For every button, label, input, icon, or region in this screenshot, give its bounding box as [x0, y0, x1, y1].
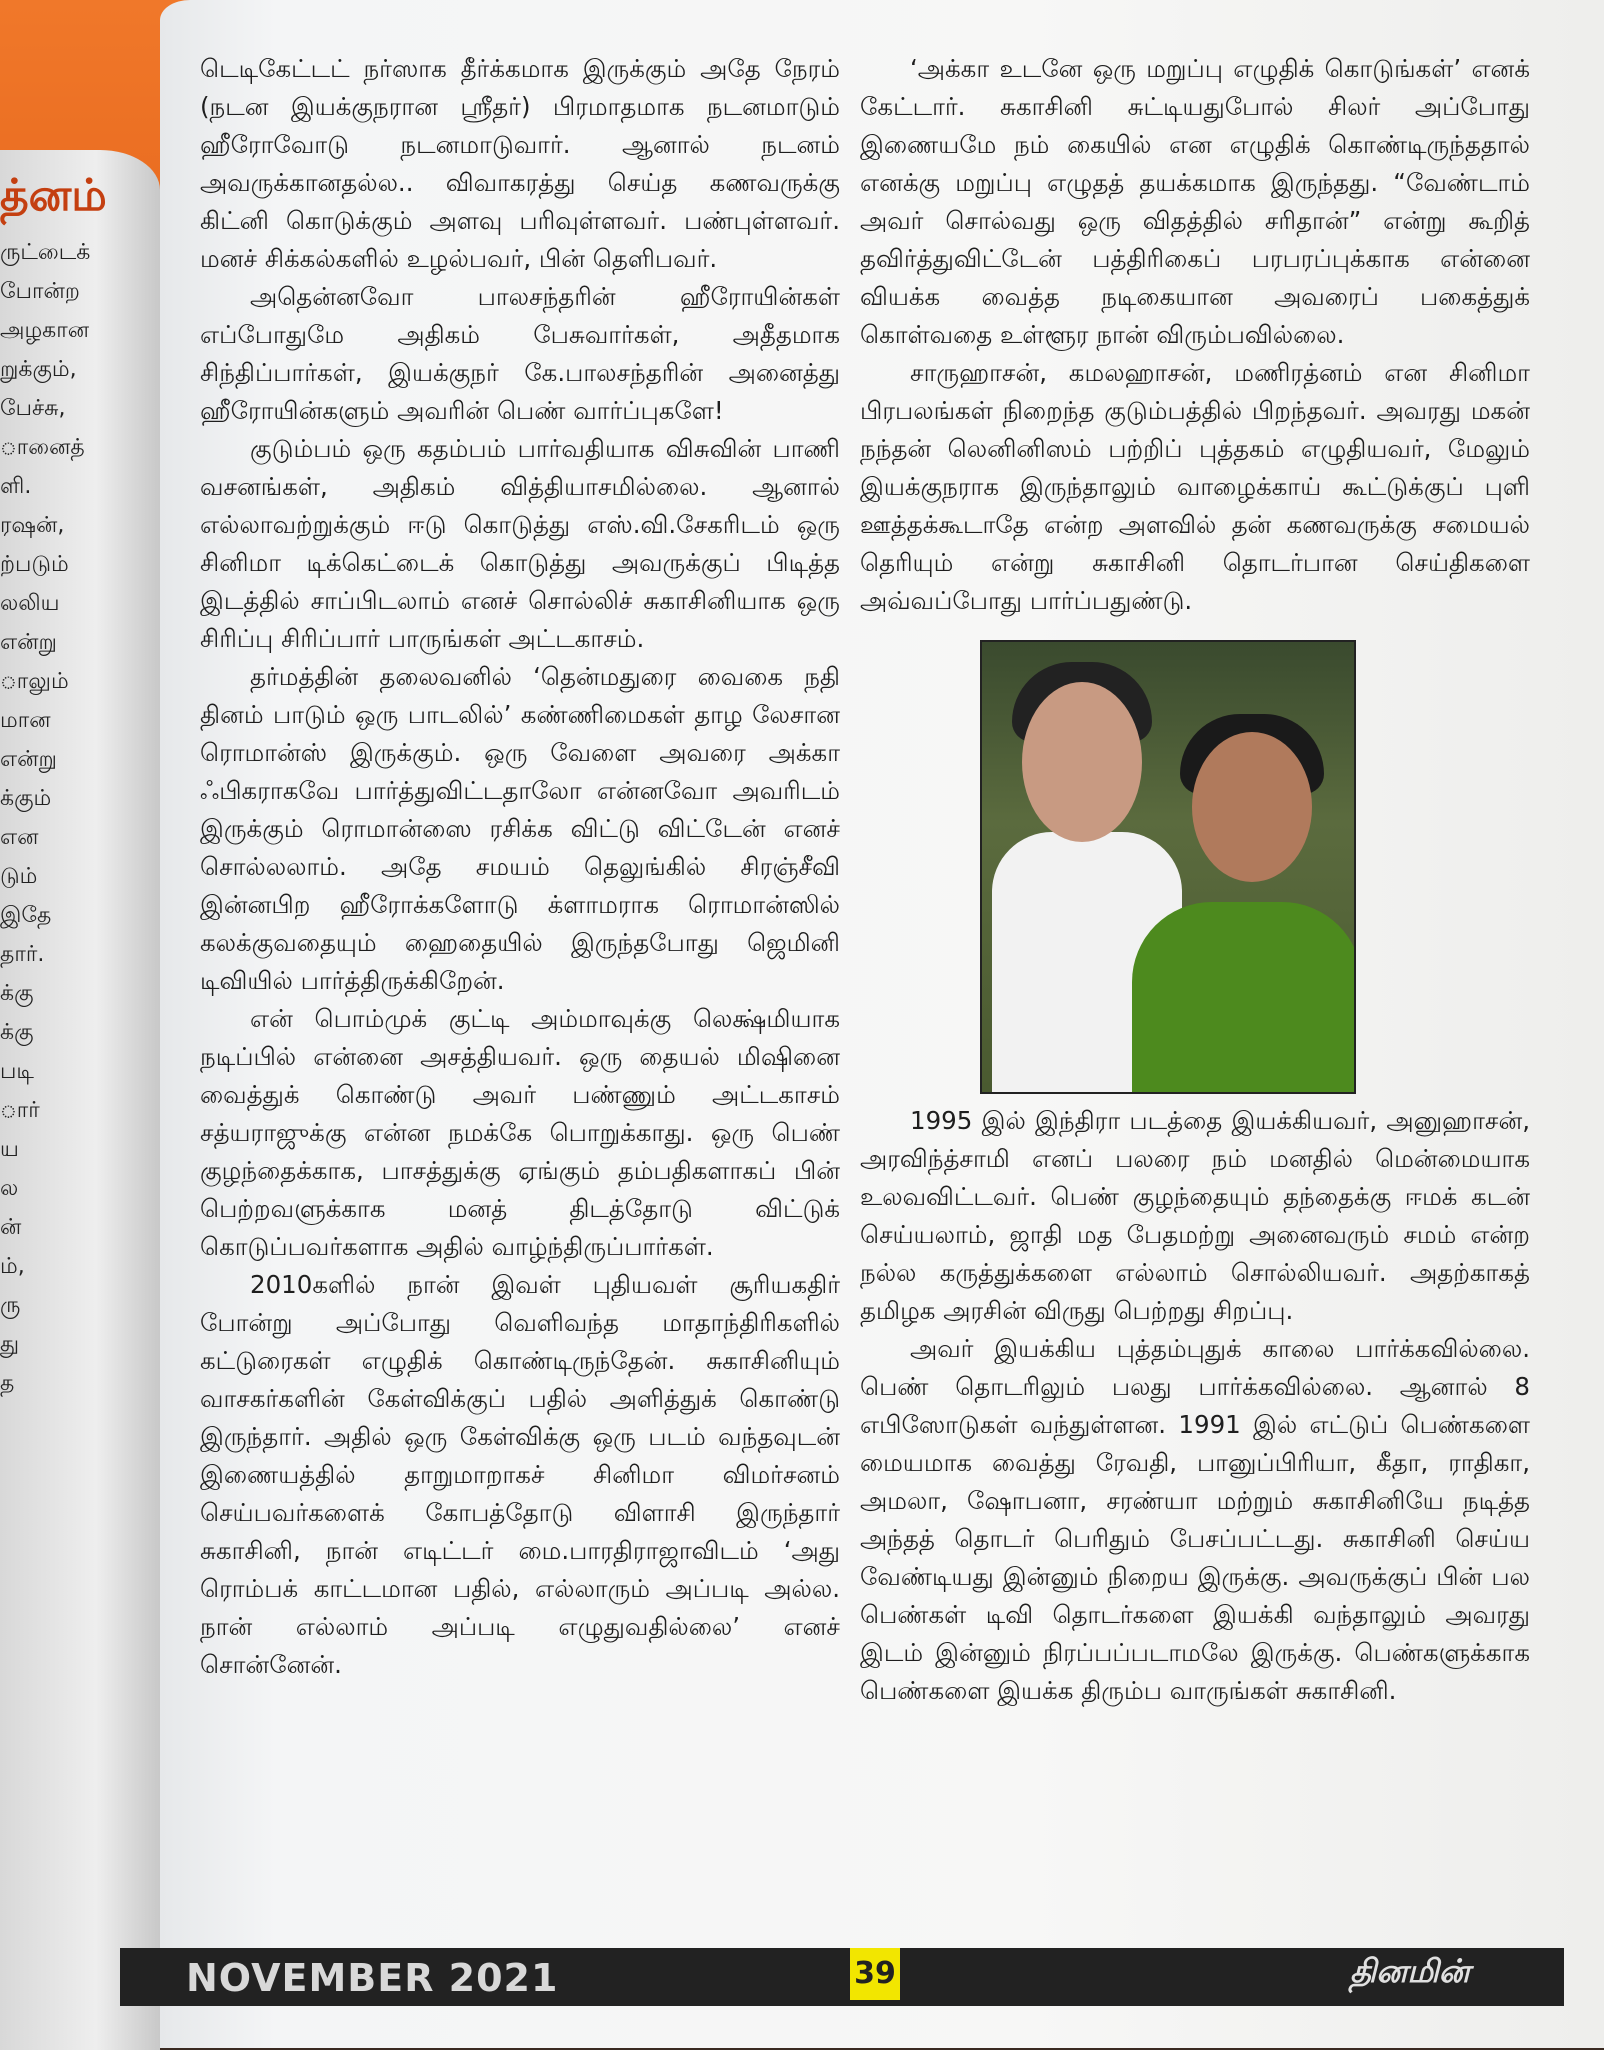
left-page-fragment: டும் [0, 864, 38, 889]
left-page-fragment: என்று [0, 630, 57, 655]
left-page-fragment: தார். [0, 942, 45, 967]
issue-date: NOVEMBER 2021 [186, 1956, 559, 2000]
left-page-fragment: ய [0, 1137, 19, 1162]
left-page-fragment: ரஷன், [0, 513, 65, 538]
left-page-fragment: க்கு [0, 1020, 34, 1045]
paragraph: 1995 இல் இந்திரா படத்தை இயக்கியவர், அனுஹாசன், அரவிந்த்சாமி எனப் பலரை நம் மனதில் மென்மையாக உலவவிட்டவர். பெண் குழந்தையும் தந்தைக்கு ஈமக் கடன் செய்யலாம், ஜாதி மத பேதமற்று அனைவரும் சமம் என்ற நல்ல கருத்துக்களை எல்லாம் சொல்லியவர். அதற்காகத் தமிழக அரசின் விருது பெற்றது சிறப்பு. [860, 1106, 1530, 1325]
article-photo [980, 640, 1356, 1094]
left-page-fragment: ம், [0, 1254, 25, 1279]
left-page-fragment: ரு [0, 1293, 21, 1318]
left-page-fragment: ளி. [0, 474, 32, 499]
magazine-page [160, 0, 1604, 2048]
left-page-fragment: க்கு [0, 981, 34, 1006]
left-page-heading: த்னம் [0, 170, 107, 221]
paragraph: ‘அக்கா உடனே ஒரு மறுப்பு எழுதிக் கொடுங்கள்’ எனக் கேட்டார். சுகாசினி சுட்டியதுபோல் சிலர் அப்போது இணையமே நம் கையில் என எழுதிக் கொண்டிருந்ததால் எனக்கு மறுப்பு எழுதத் தயக்கமாக இருந்தது. “வேண்டாம் அவர் சொல்வது ஒரு விதத்தில் சரிதான்” என்று கூறித் தவிர்த்துவிட்டேன் பத்திரிகைப் பரபரப்புக்காக என்னை வியக்க வைத்த நடிகையான அவரைப் பகைத்துக் கொள்வதை உள்ளூர நான் விரும்பவில்லை. [860, 54, 1530, 349]
paragraph: குடும்பம் ஒரு கதம்பம் பார்வதியாக விசுவின் பாணி வசனங்கள், அதிகம் வித்தியாசமில்லை. ஆனால் எல்லாவற்றுக்கும் ஈடு கொடுத்து எஸ்.வி.சேகரிடம் ஒரு சினிமா டிக்கெட்டைக் கொடுத்து அவருக்குப் பிடித்த இடத்தில் சாப்பிடலாம் எனச் சொல்லிச் சுகாசினியாக ஒரு சிரிப்பு சிரிப்பார் பாருங்கள் அட்டகாசம். [200, 434, 840, 653]
left-page-fragment: ருட்டைக் [0, 240, 91, 265]
left-page-fragment: த [0, 1371, 15, 1396]
paragraph: சாருஹாசன், கமலஹாசன், மணிரத்னம் என சினிமா பிரபலங்கள் நிறைந்த குடும்பத்தில் பிறந்தவர். அவரது மகன் நந்தன் லெனினிஸம் பற்றிப் புத்தகம் எழுதியவர், மேலும் இயக்குநராக இருந்தாலும் வாழைக்காய் கூட்டுக்குப் புளி ஊத்தக்கூடாதே என்ற அளவில் தன் கணவருக்கு சமையல் தெரியும் என்று சுகாசினி தொடர்பான செய்திகளை அவ்வப்போது பார்ப்பதுண்டு. [860, 358, 1530, 615]
paragraph: அதென்னவோ பாலசந்தரின் ஹீரோயின்கள் எப்போதுமே அதிகம் பேசுவார்கள், அதீதமாக சிந்திப்பார்கள், இயக்குநர் கே.பாலசந்தரின் அனைத்து ஹீரோயின்களும் அவரின் பெண் வார்ப்புகளே! [200, 282, 840, 425]
paragraph: 2010களில் நான் இவள் புதியவள் சூரியகதிர் போன்று அப்போது வெளிவந்த மாதாந்திரிகளில் கட்டுரைகள் எழுதிக் கொண்டிருந்தேன். சுகாசினியும் வாசகர்களின் கேள்விக்குப் பதில் அளித்துக் கொண்டு இருந்தார். அதில் ஒரு கேள்விக்கு ஒரு படம் வந்தவுடன் இணையத்தில் தாறுமாறாகச் சினிமா விமர்சனம் செய்பவர்களைக் கோபத்தோடு விளாசி இருந்தார் சுகாசினி, நான் எடிட்டர் மை.பாரதிராஜாவிடம் ‘அது ரொம்பக் காட்டமான பதில், எல்லாரும் அப்படி அல்ல. நான் எல்லாம் அப்படி எழுதுவதில்லை’ எனச் சொன்னேன். [200, 1270, 840, 1679]
article-column-left [200, 50, 840, 1684]
left-page-fragment: ல [0, 1176, 19, 1201]
left-page-fragment: அழகான [0, 318, 90, 343]
page-number: 39 [850, 1948, 900, 2000]
left-page-fragment: லலிய [0, 591, 60, 616]
left-page-fragment: து [0, 1332, 20, 1357]
left-page-fragment: போன்ற [0, 279, 80, 304]
magazine-logo: தினமின் [1350, 1952, 1470, 1990]
left-page-fragment: என [0, 825, 39, 850]
left-page-fragment: படி [0, 1059, 34, 1084]
left-page-fragment: ார் [0, 1098, 40, 1123]
left-page-fragment: ற்படும் [0, 552, 69, 577]
left-page-fragment: ன் [0, 1215, 22, 1240]
paragraph: அவர் இயக்கிய புத்தம்புதுக் காலை பார்க்கவில்லை. பெண் தொடரிலும் பலது பார்க்கவில்லை. ஆனால் 8 எபிஸோடுகள் வந்துள்ளன. 1991 இல் எட்டுப் பெண்களை மையமாக வைத்து ரேவதி, பானுப்பிரியா, கீதா, ராதிகா, அமலா, ஷோபனா, சரண்யா மற்றும் சுகாசினியே நடித்த அந்தத் தொடர் பெரிதும் பேசப்பட்டது. சுகாசினி செய்ய வேண்டியது இன்னும் நிறைய இருக்கு. அவருக்குப் பின் பல பெண்கள் டிவி தொடர்களை இயக்கி வந்தாலும் அவரது இடம் இன்னும் நிரப்பப்படாமலே இருக்கு. பெண்களுக்காக பெண்களை இயக்க திரும்ப வாருங்கள் சுகாசினி. [860, 1334, 1530, 1705]
left-page-fragment: றுக்கும், [0, 357, 77, 382]
article-column-right-lower [860, 1102, 1530, 1710]
left-page-fragment: பேச்சு, [0, 396, 66, 421]
left-page-fragment: மான [0, 708, 51, 733]
left-page-edge [0, 150, 160, 2050]
paragraph: தர்மத்தின் தலைவனில் ‘தென்மதுரை வைகை நதி தினம் பாடும் ஒரு பாடலில்’ கண்ணிமைகள் தாழ லேசான ரொமான்ஸ் இருக்கும். ஒரு வேளை அவரை அக்கா ஃபிகராகவே பார்த்துவிட்டதாலோ என்னவோ அவரிடம் இருக்கும் ரொமான்ஸை ரசிக்க விட்டு விட்டேன் எனச் சொல்லலாம். அதே சமயம் தெலுங்கில் சிரஞ்சீவி இன்னபிற ஹீரோக்களோடு க்ளாமராக ரொமான்ஸில் கலக்குவதையும் ஹைதையில் இருந்தபோது ஜெமினி டிவியில் பார்த்திருக்கிறேன். [200, 662, 840, 995]
paragraph: என் பொம்முக் குட்டி அம்மாவுக்கு லெக்ஷ்மியாக நடிப்பில் என்னை அசத்தியவர். ஒரு தையல் மிஷினை வைத்துக் கொண்டு அவர் பண்ணும் அட்டகாசம் சத்யராஜுக்கு என்ன நமக்கே பொறுக்காது. ஒரு பெண் குழந்தைக்காக, பாசத்துக்கு ஏங்கும் தம்பதிகளாகப் பின் பெற்றவளுக்காக மனத் திடத்தோடு விட்டுக் கொடுப்பவர்களாக அதில் வாழ்ந்திருப்பார்கள். [200, 1004, 840, 1261]
left-page-fragment: ாலும் [0, 669, 69, 694]
page-footer [120, 1948, 1564, 2006]
article-column-right [860, 50, 1530, 620]
left-page-fragment: க்கும் [0, 786, 52, 811]
left-page-fragment: ானைத் [0, 435, 85, 460]
left-page-fragment: இதே [0, 903, 52, 928]
left-page-fragment: என்று [0, 747, 57, 772]
paragraph: டெடிகேட்டட் நர்ஸாக தீர்க்கமாக இருக்கும் அதே நேரம் (நடன இயக்குநரான ஸ்ரீதர்) பிரமாதமாக நடனமாடும் ஹீரோவோடு நடனமாடுவார். ஆனால் நடனம் அவருக்கானதல்ல.. விவாகரத்து செய்த கணவருக்கு கிட்னி கொடுக்கும் அளவு பரிவுள்ளவர். பண்புள்ளவர். மனச் சிக்கல்களில் உழல்பவர், பின் தெளிபவர். [200, 54, 840, 273]
